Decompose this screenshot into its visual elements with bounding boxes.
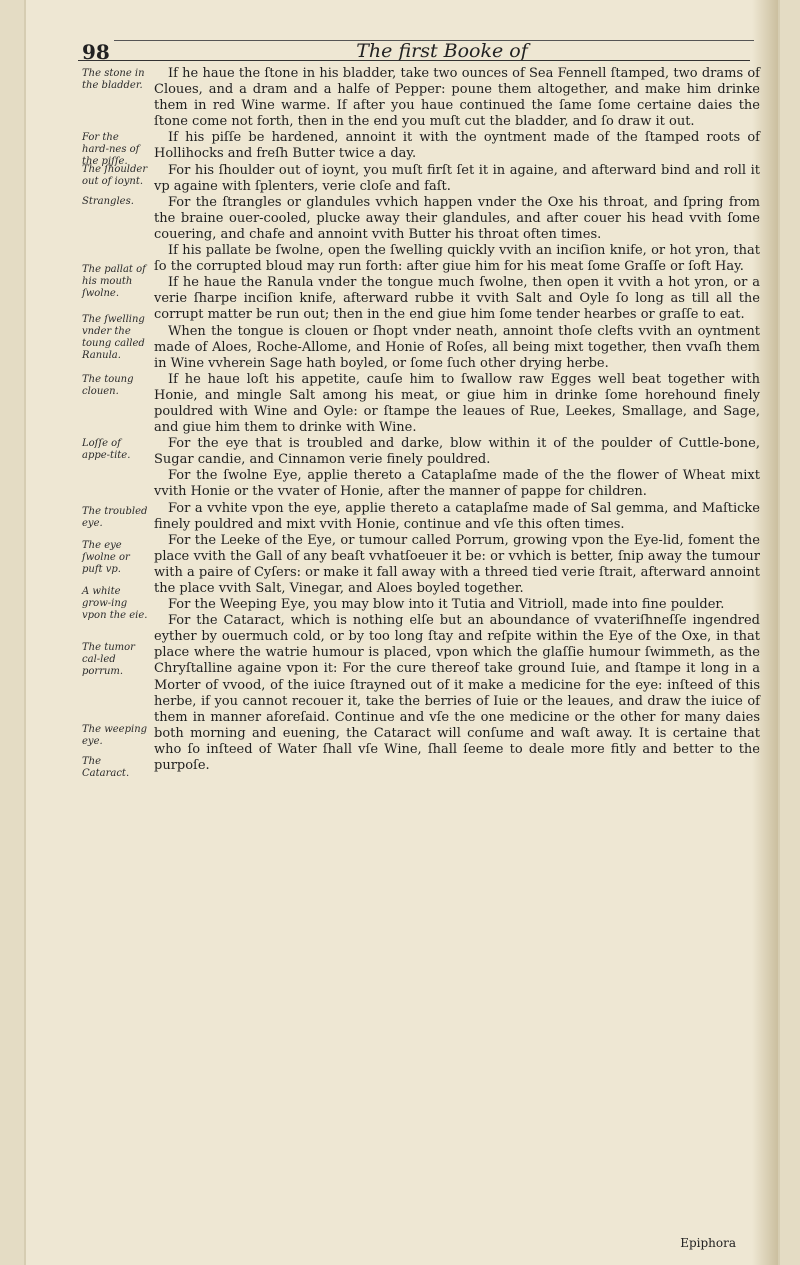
paragraph-ranula: If he haue the Ranula vnder the tongue much ſwolne, then open it vvith a hot yron, or a verie ſharpe inciſion knife, afterward rubbe it vvith Salt and Oyle ſo long as till all the corrupt matter be run out; then in the end giue him ſome tender hearbes or graſſe to eat. [154,275,760,323]
margin-note: The tumor cal-led porrum. [82,642,135,677]
header-rule [78,60,750,61]
paragraph-weeping-eye: For the Weeping Eye, you may blow into it Tutia and Vitrioll, made into fine poulder. [168,597,725,613]
paragraph-hard-piss: If his piſſe be hardened, annoint it with the oyntment made of the ſtamped roots of Hollihocks and freſh Butter twice a day. [154,130,760,162]
margin-note: The eye ſwolne or puft vp. [82,540,130,575]
margin-note: The weeping eye. [82,724,148,747]
margin-note: Strangles. [82,196,134,207]
body-text [154,66,760,774]
paragraph-white-growing: For a vvhite vpon the eye, applie thereto a cataplaſme made of Sal gemma, and Maſticke finely pouldred and mixt vvith Honie, continue and vſe this often times. [154,500,760,532]
catchword: Epiphora [680,1236,736,1250]
page-number: 98 [82,40,110,64]
margin-note: The toung clouen. [82,374,134,397]
paragraph-appetite: If he haue loſt his appetite, cauſe him to ſwallow raw Egges well beat together with Honie, and mingle Salt among his meat, or giue him in drinke ſome horehound finely pouldred with Wine and Oyle: or ſtampe the leaues of Rue, Leekes, Smallage, and Sage, and giue him them to drinke with Wine. [154,371,760,436]
margin-note: The ſwelling vnder the toung called Ranula. [82,314,145,361]
margin-note: The ſhoulder out of ioynt. [82,164,148,187]
book-page [24,0,780,1265]
paragraph-toung-clouen: When the tongue is clouen or ſhopt vnder neath, annoint thoſe clefts vvith an oyntment made of Aloes, Roche-Allome, and Honie of Roſes, all being mixt together, then vvaſh them in Wine vvherein Sage hath boyled, or ſome ſuch other drying herbe. [154,323,760,371]
paragraph-swolne-eye: For the ſwolne Eye, applie thereto a Cataplaſme made of the the flower of Wheat mixt vvith Honie or the vvater of Honie, after the manner of pappe for children. [154,468,760,500]
margin-note: The pallat of his mouth ſwolne. [82,264,146,299]
paragraph-cataract: For the Cataract, which is nothing elſe but an aboundance of vvateriſhneſſe ingendred eyther by ouermuch cold, or by too long ſtay and reſpite within the Eye of the Oxe, in that place where the watrie humour is placed, vpon which the glaſſie humour ſwimmeth, as the Chryſtalline againe vpon it: For the cure thereof take ground Iuie, and ſtampe it long in a Morter of vvood, of the iuice ſtrayned out of it make a medicine for the eye: inſteed of this herbe, if you cannot recouer it, take the berries of Iuie or the leaues, and draw the iuice of them in manner aforeſaid. Continue and vſe the one medicine or the other for many daies both morning and euening, the Cataract will conſume and waſt away. It is certaine that who ſo inſteed of Water ſhall vſe Wine, ſhall ſeeme to deale more fitly and better to the purpoſe. [154,613,760,774]
margin-note: The troubled eye. [82,506,148,529]
margin-note: The Cataract. [82,756,130,779]
paragraph-stone-bladder: If he haue the ſtone in his bladder, take two ounces of Sea Fennell ſtamped, two drams of Cloues, and a dram and a halfe of Pepper: poune them altogether, and make him drinke them in red Wine warme. If after you haue continued the ſame ſome certaine daies the ſtone come not forth, then in the end you muſt cut the bladder, and ſo draw it out. [154,66,760,130]
paragraph-troubled-eye: For the eye that is troubled and darke, blow within it of the poulder of Cuttle-bone, Sugar candie, and Cinnamon verie finely pouldred. [154,436,760,468]
paragraph-strangles: For the ſtrangles or glandules vvhich happen vnder the Oxe his throat, and ſpring from the braine ouer-cooled, plucke away their glandules, and after couer his head vvith ſome couering, and chafe and annoint vvith Butter his throat often times. [154,194,760,242]
running-title: The first Booke of [356,40,528,62]
margin-note: The stone in the bladder. [82,68,145,91]
margin-note: For the hard-nes of the piſſe. [82,132,140,167]
margin-note: A white grow-ing vpon the eie. [82,586,148,621]
paragraph-porrum: For the Leeke of the Eye, or tumour called Porrum, growing vpon the Eye-lid, foment the place vvith the Gall of any beaſt vvhatſoeuer it be: or vvhich is better, ſnip away the tumour with a paire of Cyſers: or make it fall away with a threed tied verie ſtrait, afterward annoint the place vvith Salt, Vinegar, and Aloes boyled together. [154,532,760,596]
margin-note: Loſſe of appe-tite. [82,438,131,461]
paragraph-shoulder: For his ſhoulder out of ioynt, you muſt firſt ſet it in againe, and afterward bind and roll it vp againe with ſplenters, verie cloſe and faſt. [154,162,760,194]
paragraph-pallat: If his pallate be ſwolne, open the ſwelling quickly vvith an inciſion knife, or hot yron, that ſo the corrupted bloud may run forth: after giue him for his meat ſome Graſſe or ſoft Hay. [154,243,760,275]
